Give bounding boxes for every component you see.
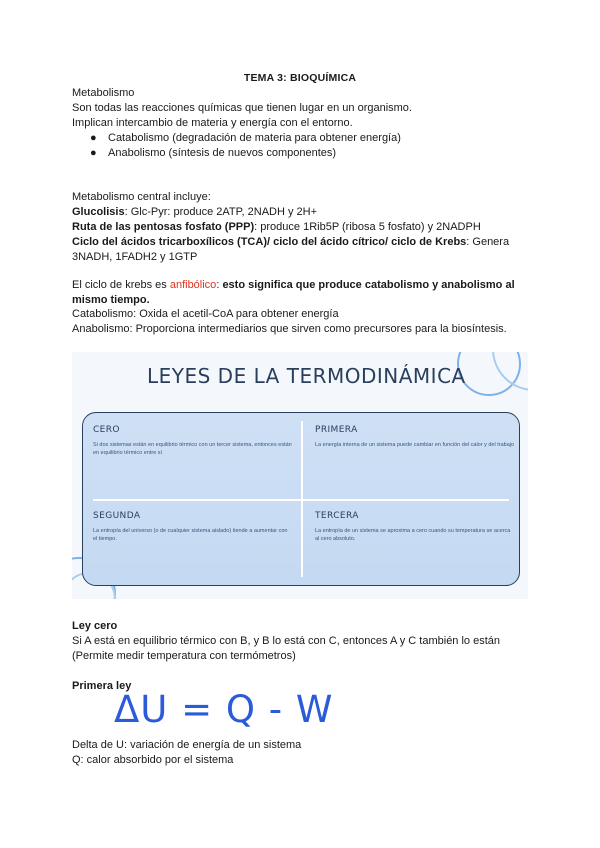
glucolisis-text: : Glc-Pyr: produce 2ATP, 2NADH y 2H+ bbox=[124, 206, 318, 218]
krebs-bold-1: esto significa que produce catabolismo y anabolismo al bbox=[222, 279, 515, 291]
ley-cero-line-2: (Permite medir temperatura con termómetros) bbox=[72, 650, 296, 662]
glucolisis-line bbox=[72, 205, 317, 220]
ppp-label: Ruta de las pentosas fosfato (PPP) bbox=[72, 221, 255, 233]
tca-line bbox=[72, 235, 509, 250]
bullet-anabolismo: Anabolismo (síntesis de nuevos componentes) bbox=[108, 147, 337, 159]
law-third-heading: TERCERA bbox=[315, 511, 359, 521]
infographic-title: LEYES DE LA TERMODINÁMICA bbox=[147, 364, 466, 388]
tca-line-2: 3NADH, 1FADH2 y 1GTP bbox=[72, 251, 198, 263]
law-third-text: La entropía de un sistema se aproxima a cero cuando su temperatura se acerca al cero absoluto. bbox=[315, 528, 511, 542]
ppp-text: : produce 1Rib5P (ribosa 5 fosfato) y 2NADPH bbox=[254, 221, 481, 233]
krebs-anabolismo: Anabolismo: Proporciona intermediarios que sirven como precursores para la biosíntesis. bbox=[72, 323, 507, 335]
tca-text: : Genera bbox=[466, 236, 510, 248]
ley-cero-line-1: Si A está en equilibrio térmico con B, y B lo está con C, entonces A y C también lo están bbox=[72, 635, 501, 647]
central-intro: Metabolismo central incluye: bbox=[72, 191, 211, 203]
krebs-pre: El ciclo de krebs es bbox=[72, 279, 170, 291]
ley-cero-heading: Ley cero bbox=[72, 620, 118, 632]
page-title: TEMA 3: BIOQUÍMICA bbox=[243, 72, 357, 84]
anfibolico-word: anfibólico bbox=[169, 279, 217, 291]
metabolismo-line-2: Implican intercambio de materia y energía con el entorno. bbox=[72, 117, 353, 129]
law-zero-heading: CERO bbox=[93, 425, 120, 435]
primera-ley-line-2: Q: calor absorbido por el sistema bbox=[72, 754, 234, 766]
first-law-formula: ΔU = Q - W bbox=[114, 688, 334, 731]
law-second-heading: SEGUNDA bbox=[93, 511, 141, 521]
thermodynamics-infographic bbox=[72, 352, 528, 599]
glucolisis-label: Glucolisis bbox=[72, 206, 125, 218]
bullet-marker: ● bbox=[90, 132, 97, 144]
metabolismo-line-1: Son todas las reacciones químicas que tienen lugar en un organismo. bbox=[72, 102, 412, 114]
krebs-catabolismo: Catabolismo: Oxida el acetil-CoA para obtener energía bbox=[72, 308, 339, 320]
tca-label: Ciclo del ácidos tricarboxílicos (TCA)/ ciclo del ácido cítrico/ ciclo de Krebs bbox=[72, 236, 467, 248]
primera-ley-line-1: Delta de U: variación de energía de un sistema bbox=[72, 739, 302, 751]
bullet-catabolismo: Catabolismo (degradación de materia para obtener energía) bbox=[108, 132, 401, 144]
primera-ley-heading: Primera ley bbox=[72, 680, 132, 692]
law-first-heading: PRIMERA bbox=[315, 425, 358, 435]
bullet-marker: ● bbox=[90, 147, 97, 159]
law-zero-text: Si dos sistemas están en equilibrio térmico con un tercer sistema, entonces están en equilibrio térmico entre sí bbox=[93, 442, 292, 456]
krebs-colon: : bbox=[216, 279, 223, 291]
ppp-line bbox=[72, 220, 481, 235]
laws-grid bbox=[82, 412, 520, 586]
grid-divider bbox=[301, 421, 303, 577]
law-first-text: La energía interna de un sistema puede cambiar en función del calor y del trabajo bbox=[315, 442, 515, 448]
metabolismo-heading: Metabolismo bbox=[72, 87, 135, 99]
law-second-text: La entropía del universo (o de cualquier sistema aislado) tiende a aumentar con el tiempo. bbox=[93, 528, 288, 542]
krebs-line-1 bbox=[72, 278, 515, 293]
krebs-bold-2: mismo tiempo. bbox=[72, 294, 150, 306]
